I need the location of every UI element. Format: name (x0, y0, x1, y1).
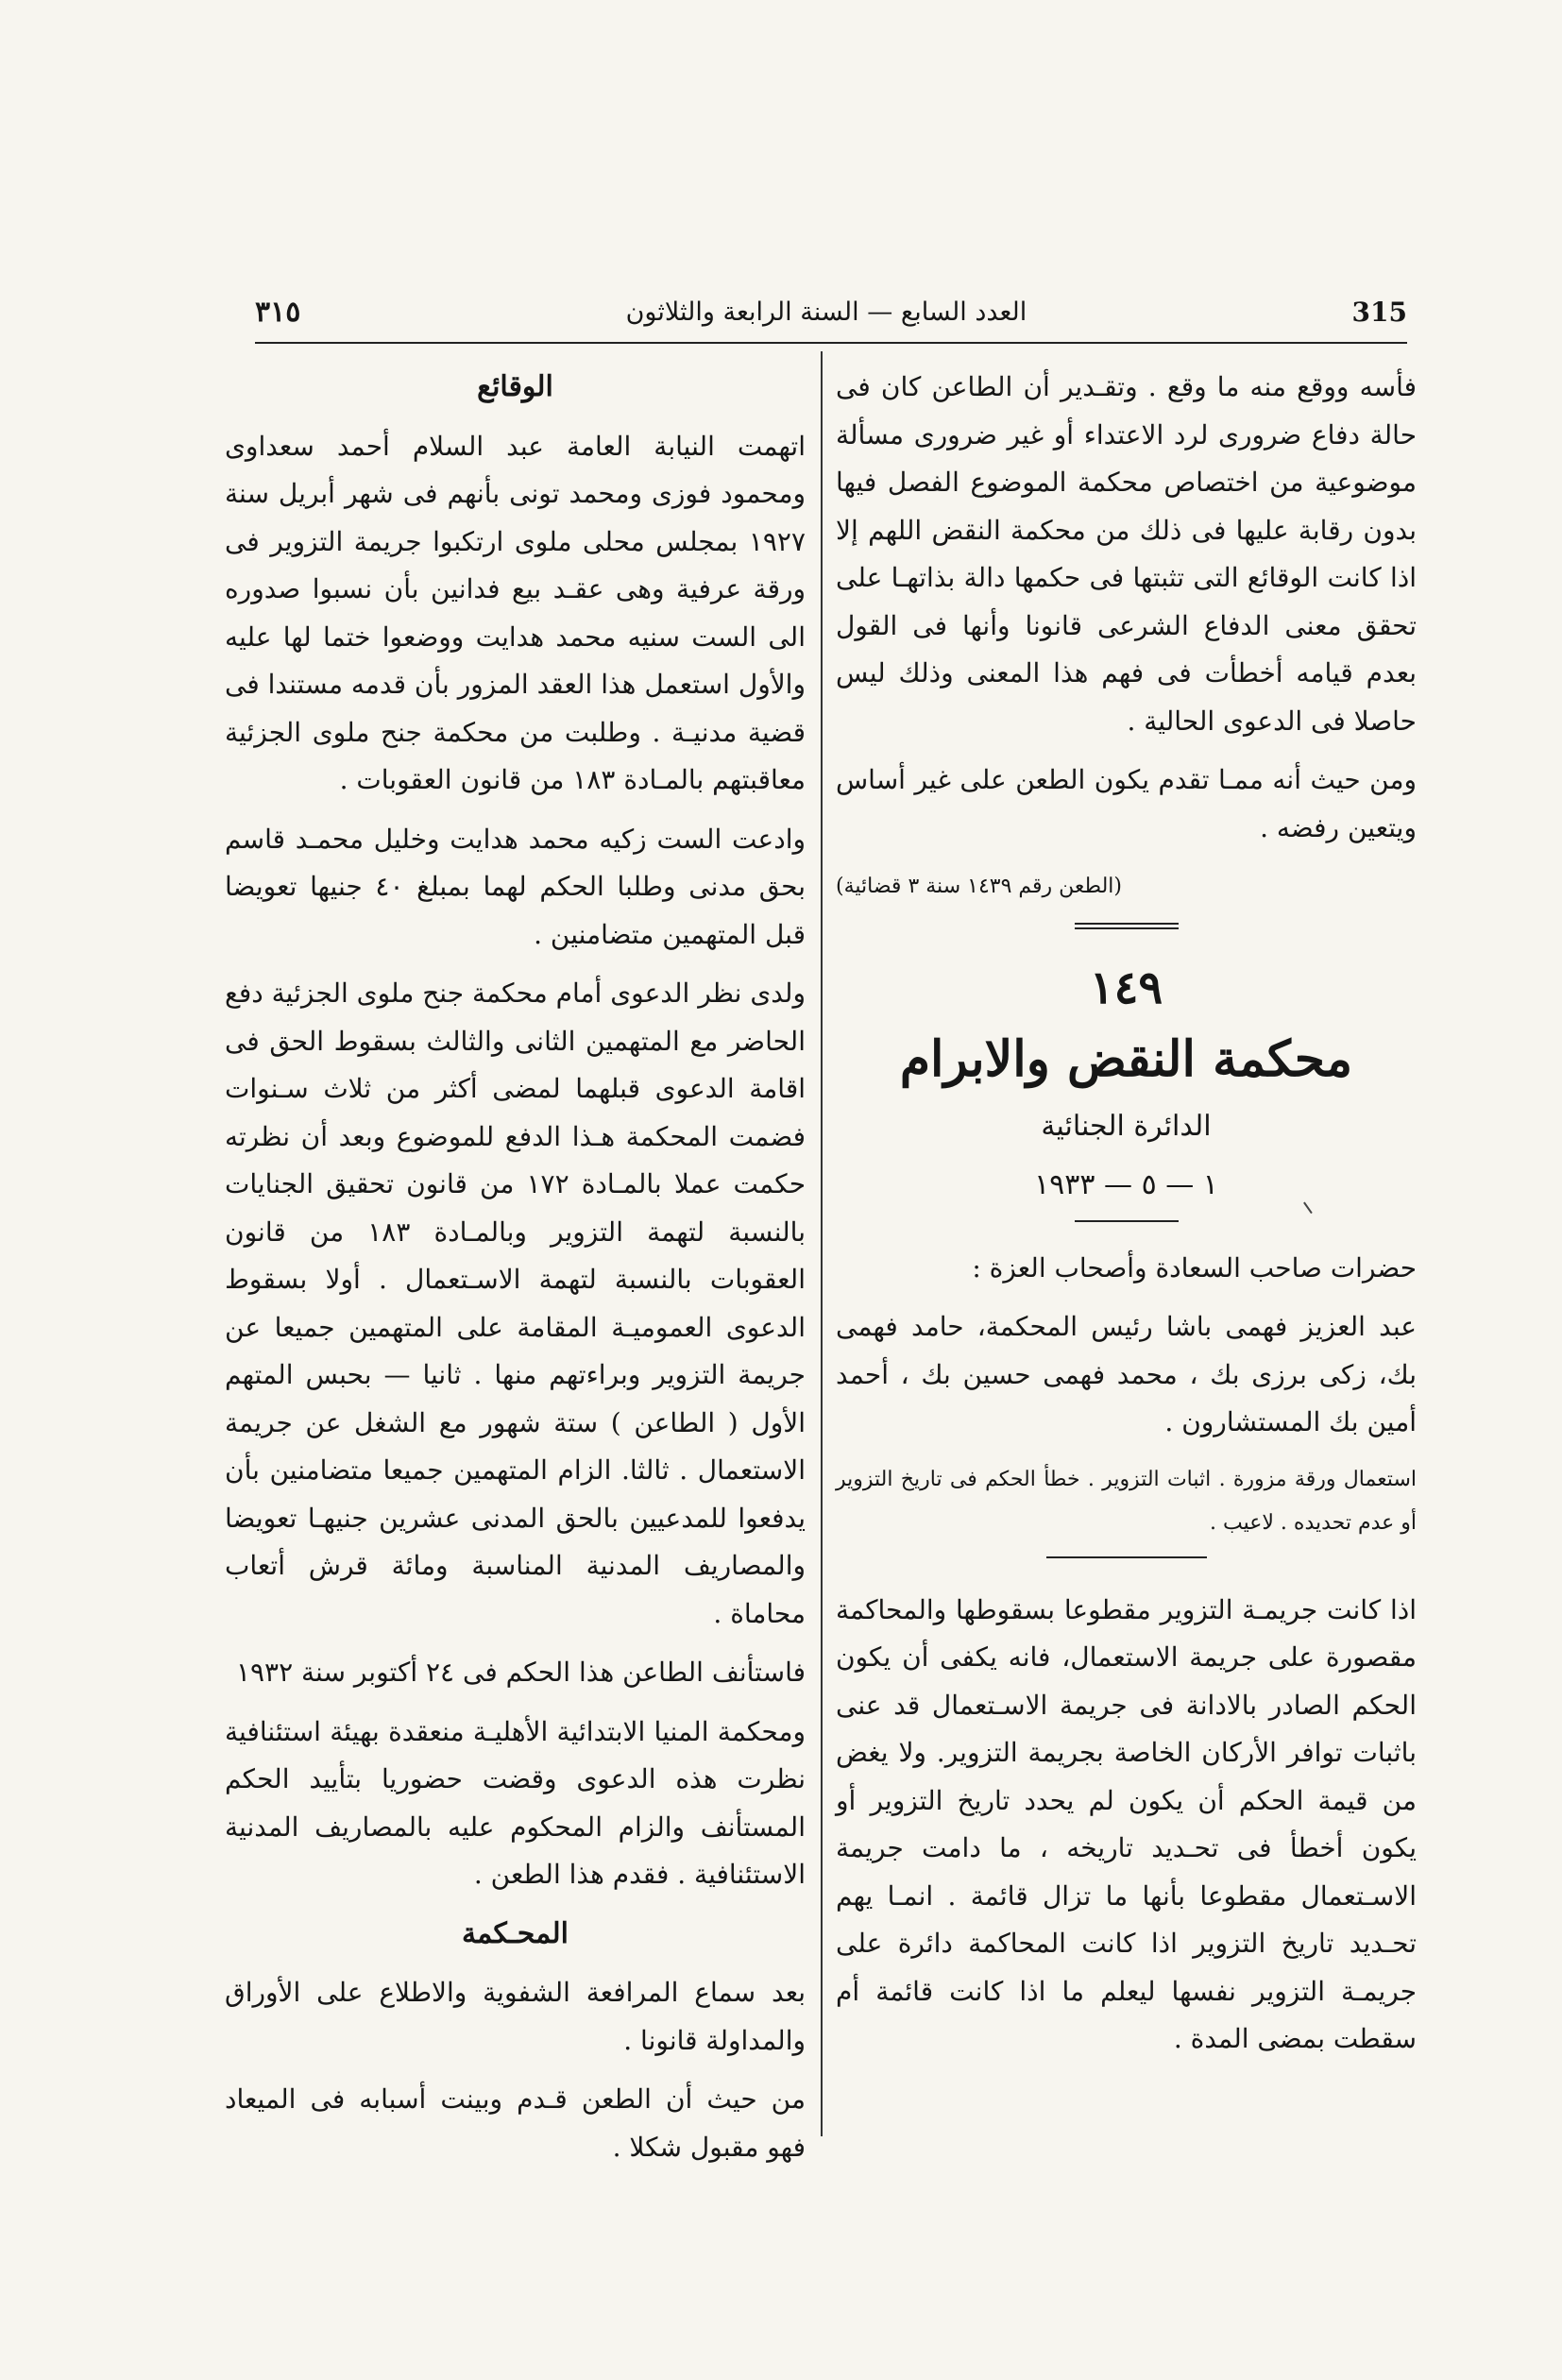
summary-divider (1046, 1556, 1207, 1558)
court-name: محكمة النقض والابرام (899, 1029, 1353, 1088)
section-divider (1075, 923, 1179, 929)
circuit-name: الدائرة الجنائية (1041, 1109, 1212, 1143)
paragraph: فاستأنف الطاعن هذا الحكم فى ٢٤ أكتوبر سنة ١٩٣٢ (235, 1657, 806, 1688)
court-heading: المحـكمة (462, 1916, 569, 1950)
page-number-latin: 315 (1351, 296, 1407, 328)
judges-list: عبد العزيز فهمى باشا رئيس المحكمة، حامد فهمى بك، زكى برزى بك ، محمد فهمى حسين بك ، أحمد أمين بك المستشارون . (836, 1311, 1417, 1437)
left-column (225, 364, 806, 2183)
paragraph: ومن حيث أنه ممـا تقدم يكون الطعن على غير أساس ويتعين رفضه . (836, 764, 1418, 843)
case-summary: استعمال ورقة مزورة . اثبات التزوير . خطأ الحكم فى تاريخ التزوير أو عدم تحديده . لاعيب . (836, 1467, 1417, 1535)
paragraph: اتهمت النيابة العامة عبد السلام أحمد سعداوى ومحمود فوزى ومحمد تونى بأنهم فى شهر أبريل سنة ١٩٢٧ بمجلس محلى ملوى ارتكبوا جريمة التزوير فى ورقة عرفية وهى عقـد بيع فدانين بأن نسبوا صدوره الى الست سنيه محمد هدايت ووضعوا ختما لها عليه والأول استعمل هذا العقد المزور بأن قدمه مستندا فى قضية مدنيـة . وطلبت من محكمة جنح ملوى الجزئية معاقبتهم بالمـادة ١٨٣ من قانون العقوبات . (225, 430, 806, 795)
paragraph: اذا كانت جريمـة التزوير مقطوعا بسقوطها والمحاكمة مقصورة على جريمة الاستعمال، فانه يكفى أن يكون الحكم الصادر بالادانة فى جريمة الاسـتعمال قد عنى باثبات توافر الأركان الخاصة بجريمة التزوير. ولا يغض من قيمة الحكم أن يكون لم يحدد تاريخ التزوير أو يكون أخطأ فى تحـديد تاريخه ، ما دامت جريمة الاسـتعمال مقطوعا بأنها ما تزال قائمة . انمـا يهم تحـديد تاريخ التزوير اذا كانت المحاكمة دائرة على جريمـة التزوير نفسها ليعلم ما اذا كانت قائمة أم سقطت بمضى المدة . (836, 1593, 1417, 2054)
paragraph: فأسه ووقع منه ما وقع . وتقـدير أن الطاعن كان فى حالة دفاع ضرورى لرد الاعتداء أو غير ضرورى مسألة موضوعية من اختصاص محكمة الموضوع الفصل فيها بدون رقابة عليها فى ذلك من محكمة النقض اللهم إلا اذا كانت الوقائع التى تثبتها فى حكمها دالة بذاتهـا على تحقق معنى الدفاع الشرعى قانونا وأنها فى القول بعدم قيامه أخطأت فى فهم هذا المعنى وذلك ليس حاصلا فى الدعوى الحالية . (836, 371, 1417, 737)
right-column (836, 364, 1417, 2075)
paragraph: ولدى نظر الدعوى أمام محكمة جنح ملوى الجزئية دفع الحاضر مع المتهمين الثانى والثالث بسقوط الحق فى اقامة الدعوى قبلهما لمضى أكثر من ثلاث سـنوات فضمت المحكمة هـذا الدفع للموضوع وبعد أن نظرته حكمت عملا بالمـادة ١٧٢ من قانون تحقيق الجنايات بالنسبة لتهمة التزوير وبالمـادة ١٨٣ من قانون العقوبات بالنسبة لتهمة الاسـتعمال . أولا بسقوط الدعوى العموميـة المقامة على المتهمين جميعا عن جريمة التزوير وبراءتهم منها . ثانيا — بحبس المتهم الأول ( الطاعن ) ستة شهور مع الشغل عن جريمة الاستعمال . ثالثا. الزام المتهمين جميعا متضامنين بأن يدفعوا للمدعيين بالحق المدنى عشرين جنيهـا تعويضا والمصاريف المدنية المناسبة ومائة قرش أتعاب محاماة . (225, 978, 806, 1629)
running-title: العدد السابع — السنة الرابعة والثلاثون (625, 297, 1027, 327)
case-number: ١٤٩ (1089, 960, 1163, 1014)
column-divider (821, 351, 823, 2136)
judgment-date: ١ — ٥ — ١٩٣٣ (1034, 1167, 1218, 1201)
paragraph: من حيث أن الطعن قـدم وبينت أسبابه فى الميعاد فهو مقبول شكلا . (225, 2083, 806, 2163)
paragraph: وادعت الست زكيه محمد هدايت وخليل محمـد قاسم بحق مدنى وطلبا الحكم لهما بمبلغ ٤٠ جنيها تعويضا قبل المتهمين متضامنين . (225, 823, 806, 950)
short-divider (1075, 1220, 1179, 1222)
paragraph: بعد سماع المرافعة الشفوية والاطلاع على الأوراق والمداولة قانونا . (225, 1977, 806, 2056)
page-number-arabic: ٣١٥ (255, 295, 301, 329)
facts-heading: الوقائع (477, 370, 553, 403)
page-header (255, 283, 1407, 340)
paragraph: حضرات صاحب السعادة وأصحاب العزة : (972, 1251, 1417, 1284)
paragraph: ومحكمة المنيا الابتدائية الأهليـة منعقدة بهيئة استئنافية نظرت هذه الدعوى وقضت حضوريا بتأييد الحكم المستأنف والزام المحكوم عليه بالمصاريف المدنية الاستئنافية . فقدم هذا الطعن . (225, 1715, 806, 1890)
header-rule (255, 342, 1407, 344)
case-citation: (الطعن رقم ١٤٣٩ سنة ٣ قضائية) (836, 875, 1122, 898)
